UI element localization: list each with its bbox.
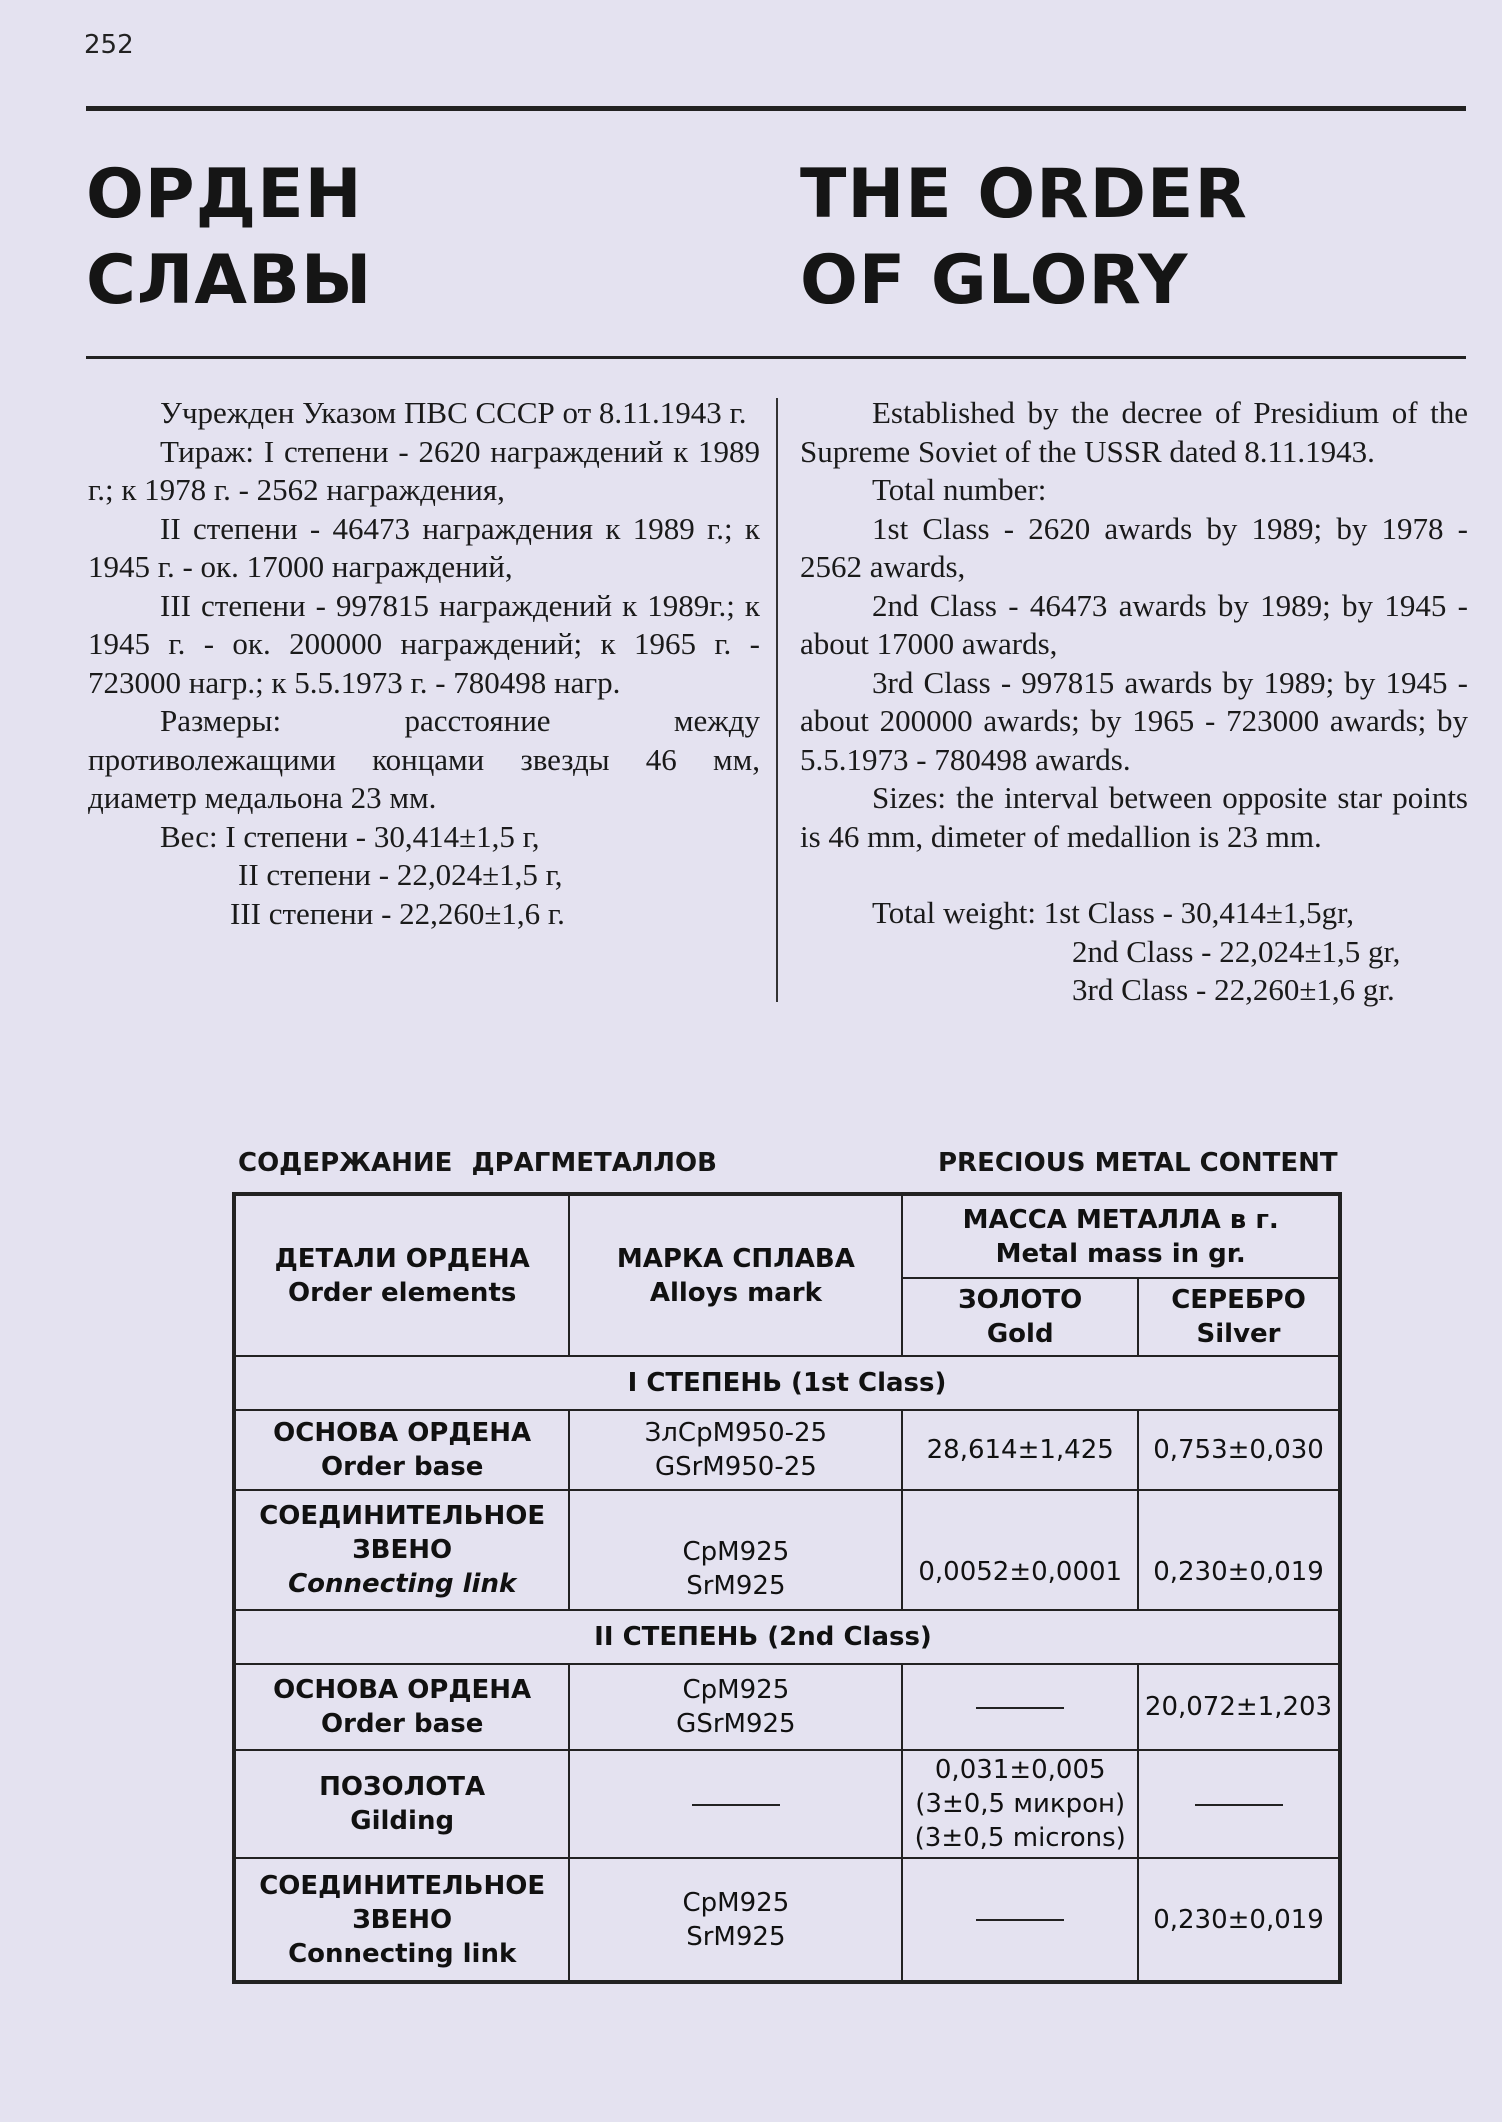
table-row <box>234 1664 1340 1750</box>
title-en-line-2: OF GLORY <box>800 241 1189 320</box>
top-rule <box>86 106 1466 111</box>
table-row <box>234 1750 1340 1858</box>
row2-silver: 0,230±0,019 <box>1138 1490 1340 1610</box>
header-silver: СЕРЕБРО Silver <box>1138 1278 1340 1356</box>
row4-alloy-empty <box>569 1750 902 1858</box>
row5-gold-empty <box>902 1858 1138 1982</box>
row3-alloy: СрМ925 GSrM925 <box>569 1664 902 1750</box>
ru-total-3rd: III степени - 997815 награждений к 1989г.; к 1945 г. - ок. 200000 награждений; к 1965 г. - 723000 нагр.; к 5.5.1973 г. - 780498 нагр. <box>88 587 760 700</box>
row3-element: ОСНОВА ОРДЕНА Order base <box>234 1664 569 1750</box>
ru-sizes: Размеры: расстояние между противолежащими концами звезды 46 мм, диаметр медальона 23 мм. <box>88 703 760 815</box>
table-row <box>234 1490 1340 1610</box>
header-gold: ЗОЛОТО Gold <box>902 1278 1138 1356</box>
empty-dash <box>976 1707 1064 1709</box>
row3-gold-empty <box>902 1664 1138 1750</box>
row4-silver-empty <box>1138 1750 1340 1858</box>
en-gap <box>800 856 1468 894</box>
row2-gold: 0,0052±0,0001 <box>902 1490 1138 1610</box>
ru-total-2nd: II степени - 46473 награждения к 1989 г.; к 1945 г. - ок. 17000 награждений, <box>88 510 760 584</box>
row5-alloy: СрМ925 SrM925 <box>569 1858 902 1982</box>
row1-silver: 0,753±0,030 <box>1138 1410 1340 1490</box>
table-row <box>234 1858 1340 1982</box>
title-en-line-1: THE ORDER <box>800 155 1248 234</box>
text-column-en <box>800 394 1468 1010</box>
column-divider <box>776 398 778 1002</box>
en-total-3rd: 3rd Class - 997815 awards by 1989; by 1945 - about 200000 awards; by 1965 - 723000 awards; by 5.5.1973 - 780498 awards. <box>800 664 1468 777</box>
en-total-number: Total number: <box>872 472 1047 507</box>
ru-weight-1: Вес: I степени - 30,414±1,5 г, <box>160 818 540 854</box>
empty-dash <box>976 1919 1064 1921</box>
row3-silver: 20,072±1,203 <box>1138 1664 1340 1750</box>
empty-dash <box>692 1804 780 1806</box>
metal-content-table <box>232 1192 1342 1984</box>
en-established: Established by the decree of Presidium of the Supreme Soviet of the USSR dated 8.11.1943. <box>800 395 1468 469</box>
section-class-1: I СТЕПЕНЬ (1st Class) <box>234 1356 1340 1410</box>
row1-alloy: ЗлСрМ950-25 GSrM950-25 <box>569 1410 902 1490</box>
header-alloy: МАРКА СПЛАВА Alloys mark <box>569 1194 902 1356</box>
row2-element: СОЕДИНИТЕЛЬНОЕ ЗВЕНО Connecting link <box>234 1490 569 1610</box>
row4-element: ПОЗОЛОТА Gilding <box>234 1750 569 1858</box>
title-rule <box>86 356 1466 359</box>
en-total-1st: 1st Class - 2620 awards by 1989; by 1978 - 2562 awards, <box>800 510 1468 584</box>
empty-dash <box>1195 1804 1283 1806</box>
en-weight-3: 3rd Class - 22,260±1,6 gr. <box>1072 972 1395 1007</box>
title-en <box>800 152 1248 324</box>
table-row <box>234 1410 1340 1490</box>
page-number: 252 <box>84 30 134 60</box>
ru-total-1st: Тираж: I степени - 2620 награждений к 1989 г.; к 1978 г. - 2562 награждения, <box>88 433 760 507</box>
ru-established: Учрежден Указом ПВС СССР от 8.11.1943 г. <box>160 395 747 430</box>
title-ru <box>86 152 372 324</box>
table-title-ru: СОДЕРЖАНИЕ ДРАГМЕТАЛЛОВ <box>238 1148 717 1178</box>
row5-silver: 0,230±0,019 <box>1138 1858 1340 1982</box>
title-ru-line-1: ОРДЕН <box>86 155 363 234</box>
row1-gold: 28,614±1,425 <box>902 1410 1138 1490</box>
row2-alloy: СрМ925 SrM925 <box>569 1490 902 1610</box>
row4-gold: 0,031±0,005 (3±0,5 микрон) (3±0,5 microns) <box>902 1750 1138 1858</box>
ru-weight-3: III степени - 22,260±1,6 г. <box>230 895 565 931</box>
en-sizes: Sizes: the interval between opposite star points is 46 mm, dimeter of medallion is 23 mm. <box>800 780 1468 854</box>
en-total-2nd: 2nd Class - 46473 awards by 1989; by 1945 - about 17000 awards, <box>800 587 1468 661</box>
header-elements: ДЕТАЛИ ОРДЕНА Order elements <box>234 1194 569 1356</box>
table-title-en: PRECIOUS METAL CONTENT <box>938 1148 1338 1178</box>
section-class-2: II СТЕПЕНЬ (2nd Class) <box>234 1610 1340 1664</box>
row5-element: СОЕДИНИТЕЛЬНОЕ ЗВЕНО Connecting link <box>234 1858 569 1982</box>
en-weight-2: 2nd Class - 22,024±1,5 gr, <box>1072 933 1401 969</box>
ru-weight-2: II степени - 22,024±1,5 г, <box>238 857 563 892</box>
text-column-ru <box>88 394 760 933</box>
header-mass: МАССА МЕТАЛЛА в г. Metal mass in gr. <box>902 1194 1340 1278</box>
title-ru-line-2: СЛАВЫ <box>86 241 373 320</box>
en-weight-1: Total weight: 1st Class - 30,414±1,5gr, <box>872 895 1355 930</box>
row1-element: ОСНОВА ОРДЕНА Order base <box>234 1410 569 1490</box>
